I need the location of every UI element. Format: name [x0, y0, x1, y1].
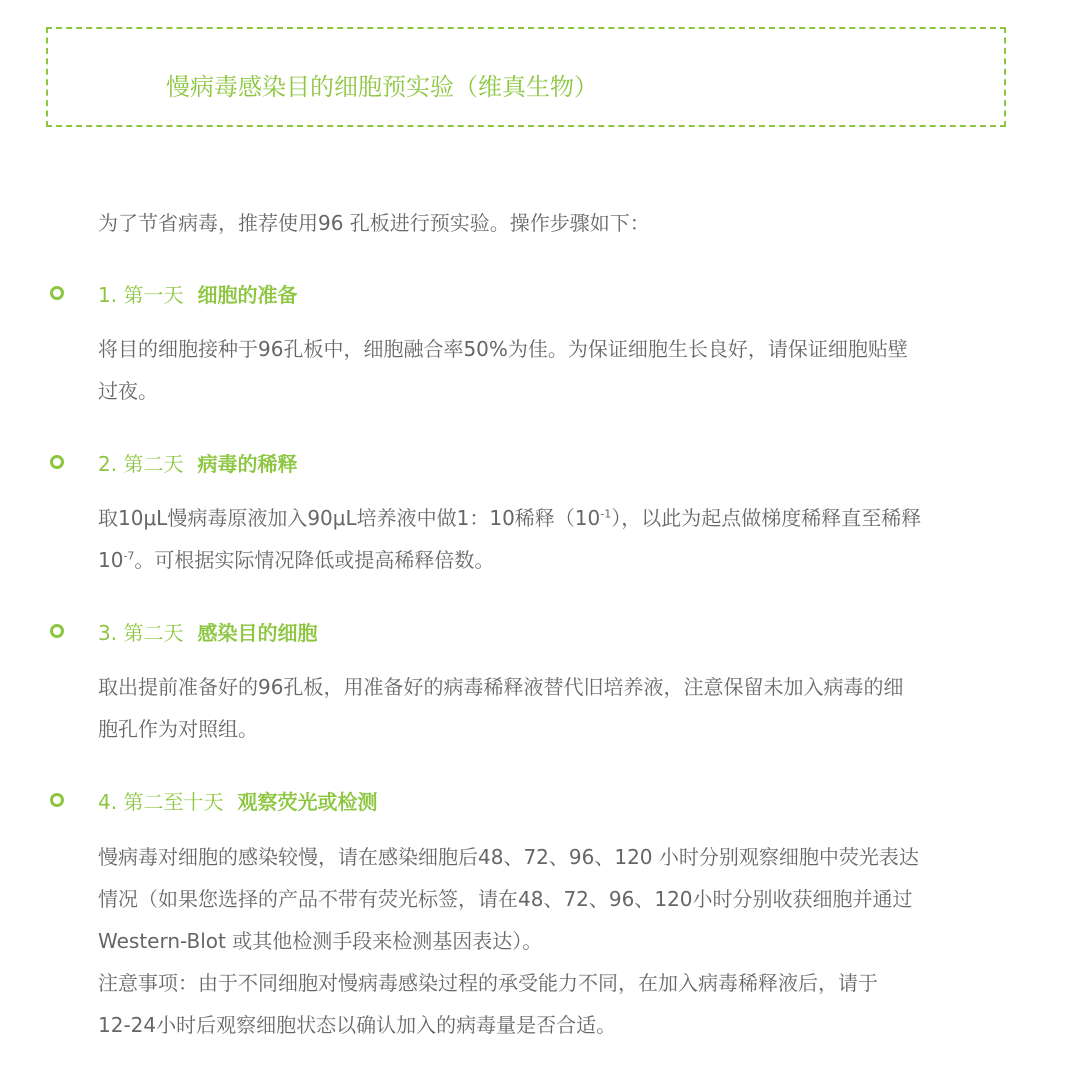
text-segment: 10: [98, 548, 124, 572]
step-title: 感染目的细胞: [197, 620, 318, 645]
step-3-body: [98, 666, 1010, 750]
step-1-heading: [50, 278, 297, 308]
superscript: -1: [600, 507, 612, 521]
intro-text: 为了节省病毒，推荐使用96 孔板进行预实验。操作步骤如下：: [98, 211, 650, 235]
step-2-heading: [50, 447, 297, 477]
step-number: 3. 第二天: [98, 620, 184, 645]
page-title: 慢病毒感染目的细胞预实验（维真生物）: [166, 73, 598, 101]
step-number: 1. 第一天: [98, 282, 184, 307]
body-line: 慢病毒对细胞的感染较慢，请在感染细胞后48、72、96、120 小时分别观察细胞中荧光表达: [98, 845, 919, 869]
step-2-body: [98, 497, 1010, 581]
body-line: 过夜。: [98, 379, 158, 403]
body-line: [98, 497, 1010, 539]
body-line: [98, 539, 1010, 581]
body-line: 胞孔作为对照组。: [98, 717, 258, 741]
text-segment: ），以此为起点做梯度稀释直至稀释: [611, 506, 922, 530]
step-number: 2. 第二天: [98, 451, 184, 476]
step-title: 病毒的稀释: [197, 451, 298, 476]
step-title: 观察荧光或检测: [237, 789, 378, 814]
circle-bullet-icon: [50, 286, 64, 300]
step-4-heading: [50, 785, 377, 815]
body-line: 情况（如果您选择的产品不带有荧光标签，请在48、72、96、120小时分别收获细胞并通过: [98, 887, 913, 911]
note-line: 注意事项：由于不同细胞对慢病毒感染过程的承受能力不同，在加入病毒稀释液后，请于: [98, 971, 878, 995]
text-segment: 取10μL慢病毒原液加入90μL培养液中做1：10稀释（10: [98, 506, 601, 530]
body-line: 将目的细胞接种于96孔板中，细胞融合率50%为佳。为保证细胞生长良好，请保证细胞贴壁: [98, 337, 908, 361]
step-1-body: [98, 328, 1010, 412]
circle-bullet-icon: [50, 624, 64, 638]
title-box: [46, 27, 1006, 127]
superscript: -7: [123, 549, 135, 563]
step-4-body: [98, 836, 1010, 1046]
text-segment: 。可根据实际情况降低或提高稀释倍数。: [134, 548, 495, 572]
circle-bullet-icon: [50, 455, 64, 469]
body-line: Western-Blot 或其他检测手段来检测基因表达）。: [98, 929, 543, 953]
step-title: 细胞的准备: [197, 282, 298, 307]
step-3-heading: [50, 616, 317, 646]
note-line: 12-24小时后观察细胞状态以确认加入的病毒量是否合适。: [98, 1013, 617, 1037]
step-number: 4. 第二至十天: [98, 789, 224, 814]
circle-bullet-icon: [50, 793, 64, 807]
body-line: 取出提前准备好的96孔板，用准备好的病毒稀释液替代旧培养液，注意保留未加入病毒的细: [98, 675, 904, 699]
